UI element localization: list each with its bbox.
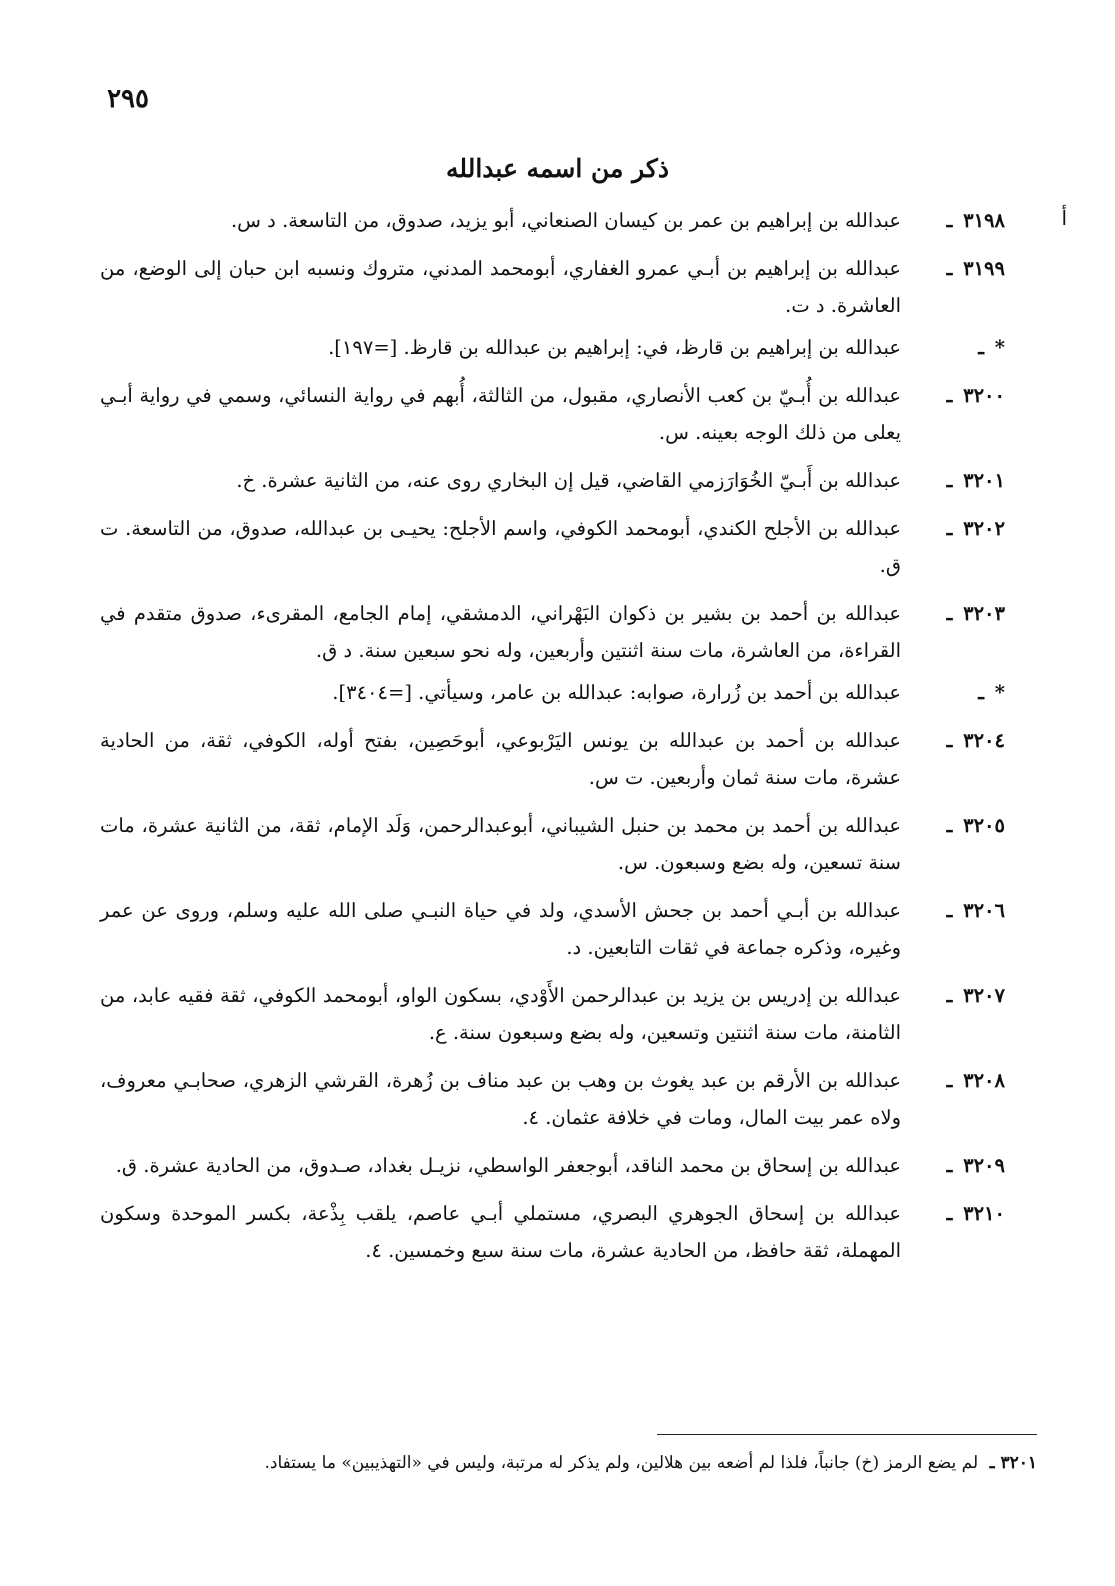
entries-list xyxy=(100,202,1005,1280)
footnote-text: لم يضع الرمز (خ) جانباً، فلذا لم أضعه بين هلالين، ولم يذكر له مرتبة، وليس في «التهذيبين» ما يستفاد. xyxy=(264,1453,979,1473)
entry xyxy=(100,510,1005,584)
entry-number: ٣٢٠١ ـ xyxy=(946,469,1005,492)
entry-star-marker: * ـ xyxy=(978,681,1005,704)
entry-text: عبدالله بن إدريس بن يزيد بن عبدالرحمن الأَوْدي، بسكون الواو، أبومحمد الكوفي، ثقة فقيه عابد، من الثامنة، مات سنة اثنتين وتسعين، وله بضع وسبعون سنة. ع. xyxy=(100,984,901,1044)
entry xyxy=(100,595,1005,669)
entry-text: عبدالله بن إبراهيم بن عمر بن كيسان الصنعاني، أبو يزيد، صدوق، من التاسعة. د س. xyxy=(230,209,901,232)
entry-number: ٣١٩٨ ـ xyxy=(946,209,1005,232)
footnote-number: ٣٢٠١ ـ xyxy=(989,1453,1037,1473)
entry-number: ٣٢٠٢ ـ xyxy=(946,517,1005,540)
entry-number: ٣٢٠٦ ـ xyxy=(946,899,1005,922)
entry xyxy=(100,892,1005,966)
entry-text: عبدالله بن أحمد بن زُرارة، صوابه: عبدالله بن عامر، وسيأتي. [=٣٤٠٤]. xyxy=(332,681,901,704)
entry xyxy=(100,377,1005,451)
entry-text: عبدالله بن أحمد بن عبدالله بن يونس اليَرْبوعي، أبوحَصِين، بفتح أوله، الكوفي، ثقة، من الحادية عشرة، مات سنة ثمان وأربعين. ت س. xyxy=(100,729,901,789)
entry-cross-reference xyxy=(100,674,1005,711)
entry-number: ٣٢٠٨ ـ xyxy=(946,1069,1005,1092)
entry-text: عبدالله بن إسحاق الجوهري البصري، مستملي أبـي عاصم، يلقب بِذْعة، بكسر الموحدة وسكون المهملة، ثقة حافظ، من الحادية عشرة، مات سنة سبع وخمسين. ٤. xyxy=(100,1202,901,1262)
entry-text: عبدالله بن إبراهيم بن قارظ، في: إبراهيم بن عبدالله بن قارظ. [=١٩٧]. xyxy=(328,336,901,359)
entry-number: ٣٢٠٩ ـ xyxy=(946,1154,1005,1177)
page-number: ٢٩٥ xyxy=(107,84,149,114)
entry-text: عبدالله بن إسحاق بن محمد الناقد، أبوجعفر الواسطي، نزيـل بغداد، صـدوق، من الحادية عشرة. ق. xyxy=(115,1154,901,1177)
entry-text: عبدالله بن الأرقم بن عبد يغوث بن وهب بن عبد مناف بن زُهرة، القرشي الزهري، صحابـي معروف، ولاه عمر بيت المال، ومات في خلافة عثمان. ٤. xyxy=(100,1069,901,1129)
entry-text: عبدالله بن إبراهيم بن أبـي عمرو الغفاري، أبومحمد المدني، متروك ونسبه ابن حبان إلى الوضع، من العاشرة. د ت. xyxy=(100,257,901,317)
entry-number: ٣٢٠٠ ـ xyxy=(946,384,1005,407)
footnote-divider xyxy=(657,1434,1037,1435)
entry-number: ٣٢٠٥ ـ xyxy=(946,814,1005,837)
entry-number: ٣٢١٠ ـ xyxy=(946,1202,1005,1225)
entry-number: ٣٢٠٧ ـ xyxy=(946,984,1005,1007)
entry-cross-reference xyxy=(100,329,1005,366)
entry-text: عبدالله بن أُبـيّ بن كعب الأنصاري، مقبول، من الثالثة، أُبهم في رواية النسائي، وسمي في رواية أبـي يعلى من ذلك الوجه بعينه. س. xyxy=(100,384,901,444)
entry xyxy=(100,1147,1005,1184)
entry xyxy=(100,1062,1005,1136)
entry-number: ٣٢٠٣ ـ xyxy=(946,602,1005,625)
entry-text: عبدالله بن أبـي أحمد بن جحش الأسدي، ولد في حياة النبـي صلى الله عليه وسلم، وروى عن عمر وغيره، وذكره جماعة في ثقات التابعين. د. xyxy=(100,899,901,959)
entry xyxy=(100,977,1005,1051)
entry-star-marker: * ـ xyxy=(978,336,1005,359)
entry-text: عبدالله بن أَبـيّ الخُوَارَزمي القاضي، قيل إن البخاري روى عنه، من الثانية عشرة. خ. xyxy=(236,469,901,492)
entry xyxy=(100,462,1005,499)
entry xyxy=(100,1195,1005,1269)
section-title: ذكر من اسمه عبدالله xyxy=(446,154,669,183)
margin-letter: أ xyxy=(1061,206,1067,230)
entry-number: ٣٢٠٤ ـ xyxy=(946,729,1005,752)
entry xyxy=(100,807,1005,881)
entry-number: ٣١٩٩ ـ xyxy=(946,257,1005,280)
entry-text: عبدالله بن أحمد بن محمد بن حنبل الشيباني، أبوعبدالرحمن، وَلَد الإمام، ثقة، من الثانية عشرة، مات سنة تسعين، وله بضع وسبعون. س. xyxy=(100,814,901,874)
footnote xyxy=(97,1450,1037,1476)
entry-text: عبدالله بن الأجلح الكندي، أبومحمد الكوفي، واسم الأجلح: يحيـى بن عبدالله، صدوق، من التاسعة. ت ق. xyxy=(100,517,901,577)
entry xyxy=(100,202,1005,239)
entry xyxy=(100,250,1005,324)
entry-text: عبدالله بن أحمد بن بشير بن ذكوان البَهْراني، الدمشقي، إمام الجامع، المقرىء، صدوق متقدم في القراءة، من العاشرة، مات سنة اثنتين وأربعين، وله نحو سبعين سنة. د ق. xyxy=(100,602,901,662)
entry xyxy=(100,722,1005,796)
